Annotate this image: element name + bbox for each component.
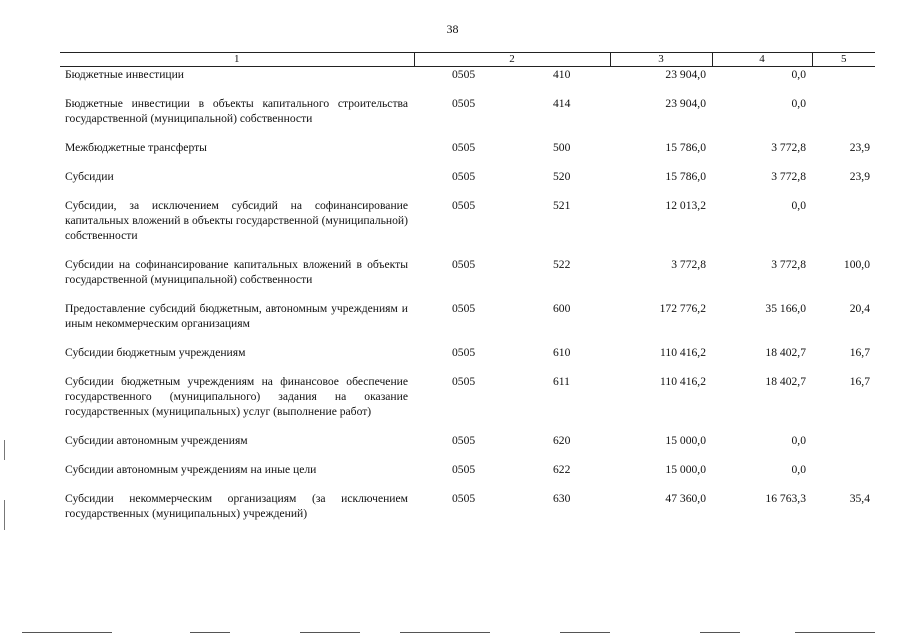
row-expense-type-code: 522 bbox=[553, 258, 571, 271]
row-spacer-cell bbox=[60, 331, 875, 345]
table-row bbox=[60, 345, 875, 360]
row-execution-percent: 16,7 bbox=[849, 375, 870, 388]
row-name: Бюджетные инвестиции bbox=[65, 68, 185, 81]
row-spacer bbox=[60, 287, 875, 301]
row-plan-amount: 23 904,0 bbox=[665, 68, 706, 81]
row-name: Субсидии на софинансирование капитальных вложений в объекты государственной (муниципальной) собственности bbox=[65, 258, 408, 286]
table-row bbox=[60, 374, 875, 419]
row-executed-amount: 18 402,7 bbox=[765, 375, 806, 388]
row-spacer-cell bbox=[60, 448, 875, 462]
row-plan-amount: 110 416,2 bbox=[660, 375, 706, 388]
row-section-code: 0505 bbox=[452, 141, 476, 154]
row-spacer-cell bbox=[60, 287, 875, 301]
row-name: Субсидии некоммерческим организациям (за исключением государственных (муниципальных) учреждений) bbox=[65, 492, 408, 520]
row-name: Субсидии бюджетным учреждениям bbox=[65, 346, 246, 359]
row-plan-amount: 47 360,0 bbox=[665, 492, 706, 505]
row-section-code: 0505 bbox=[452, 434, 476, 447]
row-spacer bbox=[60, 82, 875, 96]
row-plan-amount: 15 786,0 bbox=[665, 141, 706, 154]
row-plan-amount: 110 416,2 bbox=[660, 346, 706, 359]
row-spacer-cell bbox=[60, 360, 875, 374]
header-row bbox=[60, 53, 875, 67]
table-row bbox=[60, 140, 875, 155]
table-body bbox=[60, 67, 875, 522]
row-name: Субсидии, за исключением субсидий на софинансирование капитальных вложений в объекты государственной (муниципальной) собственности bbox=[65, 199, 408, 242]
table-row bbox=[60, 433, 875, 448]
row-spacer bbox=[60, 360, 875, 374]
row-executed-amount: 3 772,8 bbox=[771, 170, 806, 183]
row-execution-percent: 23,9 bbox=[849, 170, 870, 183]
row-section-code: 0505 bbox=[452, 170, 476, 183]
row-spacer bbox=[60, 419, 875, 433]
row-expense-type-code: 620 bbox=[553, 434, 571, 447]
row-spacer bbox=[60, 184, 875, 198]
scan-speck bbox=[4, 440, 5, 460]
row-spacer bbox=[60, 331, 875, 345]
scan-speck bbox=[4, 500, 5, 530]
row-expense-type-code: 520 bbox=[553, 170, 571, 183]
row-plan-amount: 12 013,2 bbox=[665, 199, 706, 212]
row-plan-amount: 15 000,0 bbox=[665, 434, 706, 447]
row-expense-type-code: 414 bbox=[553, 97, 571, 110]
row-expense-type-code: 600 bbox=[553, 302, 571, 315]
row-name: Субсидии автономным учреждениям bbox=[65, 434, 248, 447]
row-section-code: 0505 bbox=[452, 199, 476, 212]
row-plan-amount: 23 904,0 bbox=[665, 97, 706, 110]
row-spacer-cell bbox=[60, 126, 875, 140]
row-executed-amount: 16 763,3 bbox=[765, 492, 806, 505]
row-executed-amount: 0,0 bbox=[791, 199, 806, 212]
table-row bbox=[60, 96, 875, 126]
row-section-code: 0505 bbox=[452, 346, 476, 359]
row-name: Бюджетные инвестиции в объекты капитального строительства государственной (муниципальной) собственности bbox=[65, 97, 408, 125]
row-execution-percent bbox=[812, 96, 875, 126]
row-name: Предоставление субсидий бюджетным, автономным учреждениям и иным некоммерческим организациям bbox=[65, 302, 408, 330]
row-executed-amount: 0,0 bbox=[791, 68, 806, 81]
table-row bbox=[60, 67, 875, 83]
row-spacer bbox=[60, 155, 875, 169]
row-executed-amount: 3 772,8 bbox=[771, 141, 806, 154]
row-spacer-cell bbox=[60, 243, 875, 257]
row-spacer-cell bbox=[60, 184, 875, 198]
row-expense-type-code: 521 bbox=[553, 199, 571, 212]
row-spacer-cell bbox=[60, 155, 875, 169]
row-execution-percent: 16,7 bbox=[849, 346, 870, 359]
row-execution-percent bbox=[812, 198, 875, 243]
row-name: Субсидии автономным учреждениям на иные цели bbox=[65, 463, 317, 476]
row-expense-type-code: 611 bbox=[553, 375, 570, 388]
row-section-code: 0505 bbox=[452, 302, 476, 315]
budget-table bbox=[60, 52, 875, 521]
row-spacer-cell bbox=[60, 477, 875, 491]
table-row bbox=[60, 198, 875, 243]
row-executed-amount: 0,0 bbox=[791, 97, 806, 110]
row-executed-amount: 18 402,7 bbox=[765, 346, 806, 359]
header-col-4: 4 bbox=[712, 53, 812, 67]
budget-table-container bbox=[60, 52, 875, 521]
row-name: Субсидии bbox=[65, 170, 114, 183]
row-expense-type-code: 500 bbox=[553, 141, 571, 154]
row-execution-percent: 100,0 bbox=[843, 258, 870, 271]
table-row bbox=[60, 301, 875, 331]
header-col-3: 3 bbox=[610, 53, 712, 67]
table-row bbox=[60, 169, 875, 184]
row-expense-type-code: 410 bbox=[553, 68, 571, 81]
row-executed-amount: 0,0 bbox=[791, 434, 806, 447]
row-expense-type-code: 610 bbox=[553, 346, 571, 359]
row-execution-percent: 20,4 bbox=[849, 302, 870, 315]
row-execution-percent bbox=[812, 67, 875, 83]
row-spacer bbox=[60, 243, 875, 257]
header-col-1: 1 bbox=[60, 53, 414, 67]
row-execution-percent bbox=[812, 462, 875, 477]
row-plan-amount: 15 000,0 bbox=[665, 463, 706, 476]
row-executed-amount: 35 166,0 bbox=[765, 302, 806, 315]
row-name: Межбюджетные трансферты bbox=[65, 141, 207, 154]
row-spacer-cell bbox=[60, 82, 875, 96]
row-spacer bbox=[60, 477, 875, 491]
row-plan-amount: 3 772,8 bbox=[671, 258, 706, 271]
row-executed-amount: 3 772,8 bbox=[771, 258, 806, 271]
row-plan-amount: 172 776,2 bbox=[659, 302, 706, 315]
page-number: 38 bbox=[446, 22, 459, 36]
table-row bbox=[60, 491, 875, 521]
row-name: Субсидии бюджетным учреждениям на финансовое обеспечение государственного (муниципального) задания на оказание государственных (муниципальных) услуг (выполнение работ) bbox=[65, 375, 408, 418]
header-col-5: 5 bbox=[812, 53, 875, 67]
row-spacer bbox=[60, 126, 875, 140]
row-plan-amount: 15 786,0 bbox=[665, 170, 706, 183]
row-section-code: 0505 bbox=[452, 258, 476, 271]
row-executed-amount: 0,0 bbox=[791, 463, 806, 476]
row-section-code: 0505 bbox=[452, 492, 476, 505]
row-execution-percent: 23,9 bbox=[849, 141, 870, 154]
row-section-code: 0505 bbox=[452, 375, 476, 388]
row-expense-type-code: 630 bbox=[553, 492, 571, 505]
scan-footer-lines bbox=[0, 632, 905, 638]
row-section-code: 0505 bbox=[452, 463, 476, 476]
table-row bbox=[60, 462, 875, 477]
row-section-code: 0505 bbox=[452, 68, 476, 81]
table-row bbox=[60, 257, 875, 287]
row-expense-type-code: 622 bbox=[553, 463, 571, 476]
header-col-2: 2 bbox=[414, 53, 610, 67]
row-spacer bbox=[60, 448, 875, 462]
row-spacer-cell bbox=[60, 419, 875, 433]
row-execution-percent: 35,4 bbox=[849, 492, 870, 505]
row-execution-percent bbox=[812, 433, 875, 448]
row-section-code: 0505 bbox=[452, 97, 476, 110]
